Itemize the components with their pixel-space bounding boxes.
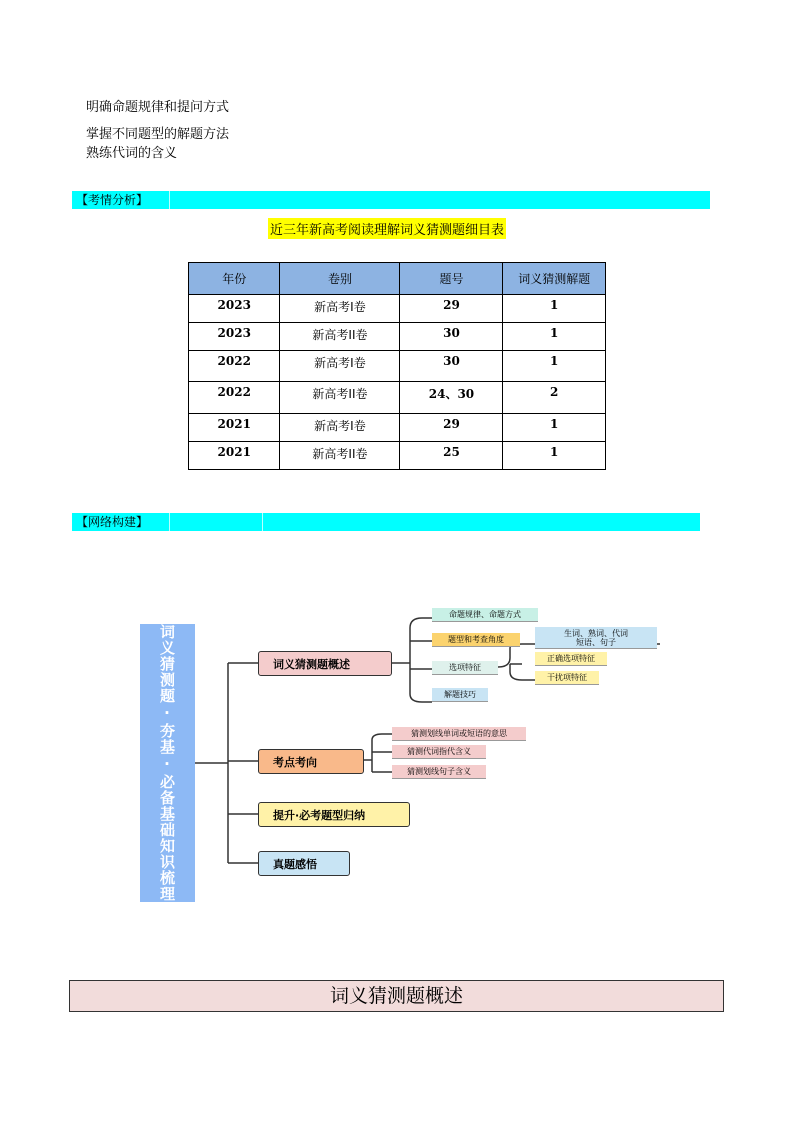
cell-paper: 新高考II卷 (280, 442, 400, 470)
cell-count: 1 (503, 442, 606, 470)
cell-paper: 新高考I卷 (280, 351, 400, 382)
leaf-proposition-rules: 命题规律、命题方式 (432, 608, 538, 622)
section-title-overview: 词义猜测题概述 (69, 980, 724, 1012)
bar-divider (262, 513, 263, 531)
cell-count: 1 (503, 414, 606, 442)
table-caption: 近三年新高考阅读理解词义猜测题细目表 (268, 218, 506, 239)
stats-table (188, 262, 606, 470)
branch-real-exams: 真题感悟 (258, 851, 350, 876)
leaf-guess-pronoun: 猜测代词指代含义 (392, 745, 486, 759)
leaf-guess-underlined-word: 猜测划线单词或短语的意思 (392, 727, 526, 741)
table-row (189, 323, 606, 351)
cell-year: 2023 (189, 323, 280, 351)
cell-paper: 新高考I卷 (280, 414, 400, 442)
leaf-guess-sentence: 猜测划线句子含义 (392, 765, 486, 779)
leaf-word-types-line1: 生词、熟词、代词 (564, 628, 628, 638)
bar-divider (169, 513, 170, 531)
mind-map-root: 词义猜测题·夯基·必备基础知识梳理 (140, 624, 195, 902)
cell-year: 2021 (189, 442, 280, 470)
cell-question: 25 (400, 442, 503, 470)
branch-test-points: 考点考向 (258, 749, 364, 774)
table-row (189, 414, 606, 442)
leaf-solving-skills: 解题技巧 (432, 688, 488, 702)
header-year: 年份 (189, 263, 280, 295)
cell-year: 2022 (189, 382, 280, 414)
header-paper: 卷别 (280, 263, 400, 295)
cell-paper: 新高考II卷 (280, 382, 400, 414)
cell-year: 2022 (189, 351, 280, 382)
goal-2: 掌握不同题型的解题方法 (86, 127, 230, 142)
mind-map (130, 600, 670, 920)
leaf-question-angles: 题型和考查角度 (432, 633, 520, 647)
leaf-option-features: 选项特征 (432, 661, 498, 675)
leaf-word-types (535, 627, 657, 649)
cell-paper: 新高考I卷 (280, 295, 400, 323)
cell-count: 2 (503, 382, 606, 414)
cell-count: 1 (503, 351, 606, 382)
goal-3: 熟练代词的含义 (86, 146, 178, 161)
header-question: 题号 (400, 263, 503, 295)
leaf-correct-option: 正确选项特征 (535, 652, 607, 666)
section-label-network: 【网络构建】 (76, 515, 149, 529)
cell-question: 29 (400, 414, 503, 442)
table-header-row (189, 263, 606, 295)
leaf-distractor: 干扰项特征 (535, 671, 599, 685)
cell-question: 30 (400, 323, 503, 351)
section-label-analysis: 【考情分析】 (76, 193, 149, 207)
section-bar-analysis (72, 191, 710, 209)
goal-1: 明确命题规律和提问方式 (86, 100, 230, 115)
cell-question: 29 (400, 295, 503, 323)
bar-divider (169, 191, 170, 209)
cell-question: 24、30 (400, 382, 503, 414)
header-count: 词义猜测解题 (503, 263, 606, 295)
branch-overview: 词义猜测题概述 (258, 651, 392, 676)
cell-year: 2023 (189, 295, 280, 323)
cell-question: 30 (400, 351, 503, 382)
leaf-word-types-line2: 短语、句子 (576, 637, 616, 647)
cell-count: 1 (503, 323, 606, 351)
cell-year: 2021 (189, 414, 280, 442)
table-row (189, 351, 606, 382)
section-bar-network (72, 513, 700, 531)
table-row (189, 295, 606, 323)
table-row (189, 442, 606, 470)
table-row (189, 382, 606, 414)
branch-question-types: 提升·必考题型归纳 (258, 802, 410, 827)
cell-paper: 新高考II卷 (280, 323, 400, 351)
cell-count: 1 (503, 295, 606, 323)
